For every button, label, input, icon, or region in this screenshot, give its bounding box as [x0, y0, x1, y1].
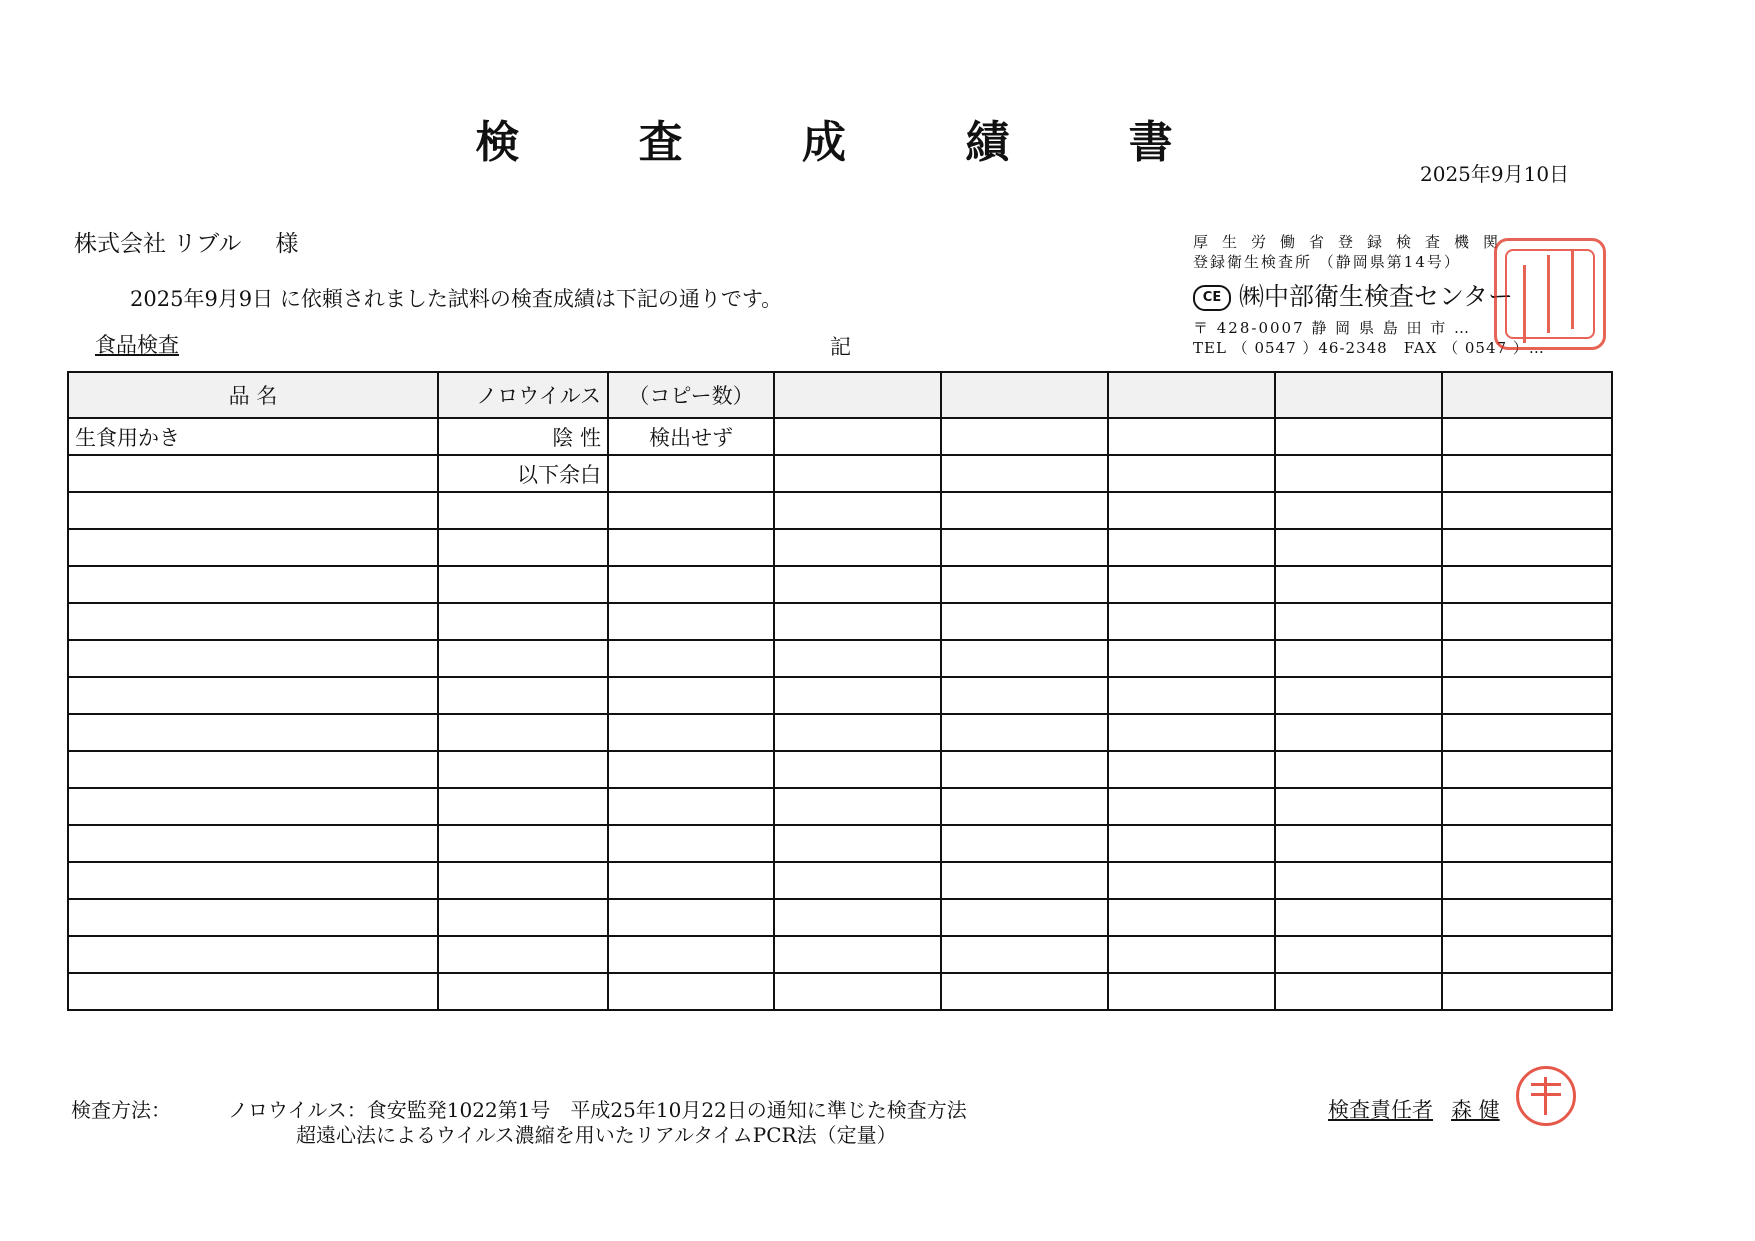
table-cell [68, 751, 438, 788]
table-cell [774, 455, 941, 492]
table-cell [1108, 825, 1275, 862]
table-cell [1275, 751, 1442, 788]
table-cell [438, 677, 608, 714]
inspector-label: 検査責任者 [1328, 1098, 1433, 1122]
table-cell [1108, 899, 1275, 936]
table-cell [941, 603, 1108, 640]
table-cell: 陰 性 [438, 418, 608, 455]
table-cell [608, 529, 774, 566]
lab-name: ㈱中部衛生検査センター [1239, 282, 1514, 311]
table-cell [68, 492, 438, 529]
table-cell [1275, 677, 1442, 714]
table-cell [608, 603, 774, 640]
table-row [68, 529, 1612, 566]
table-cell [68, 566, 438, 603]
table-cell [1275, 418, 1442, 455]
table-cell [941, 825, 1108, 862]
table-cell [941, 677, 1108, 714]
table-cell [941, 566, 1108, 603]
table-cell [1275, 899, 1442, 936]
table-cell [941, 418, 1108, 455]
document-title: 検 査 成 績 書 [475, 117, 1225, 168]
table-cell [774, 936, 941, 973]
table-cell [1442, 899, 1612, 936]
table-cell [1275, 862, 1442, 899]
recipient-name: 株式会社 リブル [74, 231, 242, 257]
lab-name-line [1193, 282, 1545, 312]
table-cell [774, 677, 941, 714]
table-cell [774, 862, 941, 899]
table-cell [1442, 677, 1612, 714]
table-row [68, 566, 1612, 603]
table-cell [1108, 714, 1275, 751]
table-cell [608, 788, 774, 825]
table-header-cell [941, 372, 1108, 418]
table-cell [1442, 603, 1612, 640]
section-label: 食品検査 [95, 333, 179, 357]
table-cell [68, 455, 438, 492]
table-cell [941, 899, 1108, 936]
lab-registration: 厚生労働省登録検査機関 [1193, 233, 1513, 251]
table-cell [1275, 603, 1442, 640]
table-cell [438, 973, 608, 1010]
table-cell [1442, 825, 1612, 862]
company-seal-icon [1494, 238, 1606, 350]
table-cell: 以下余白 [438, 455, 608, 492]
table-cell [608, 899, 774, 936]
table-cell [608, 714, 774, 751]
table-cell [1108, 640, 1275, 677]
lab-contact: TEL （ 0547 ）46-2348 FAX （ 0547 ）… [1193, 339, 1545, 357]
table-row [68, 751, 1612, 788]
recipient-honorific: 様 [275, 231, 299, 257]
table-cell [774, 603, 941, 640]
table-cell [608, 862, 774, 899]
table-cell [1275, 714, 1442, 751]
table-cell [1108, 603, 1275, 640]
table-cell [1275, 529, 1442, 566]
table-cell [68, 936, 438, 973]
table-cell [774, 418, 941, 455]
table-cell [438, 640, 608, 677]
table-cell: 検出せず [608, 418, 774, 455]
table-cell [1275, 973, 1442, 1010]
table-cell [774, 492, 941, 529]
table-row [68, 603, 1612, 640]
table-cell [1108, 862, 1275, 899]
table-cell [1442, 418, 1612, 455]
table-cell [438, 492, 608, 529]
table-cell [1108, 455, 1275, 492]
table-row [68, 899, 1612, 936]
table-header-cell: ノロウイルス [438, 372, 608, 418]
table-cell [438, 936, 608, 973]
table-header-row [68, 372, 1612, 418]
table-cell [1108, 529, 1275, 566]
lab-clinic-registration: 登録衛生検査所 （静岡県第14号） [1193, 253, 1461, 271]
table-row [68, 492, 1612, 529]
table-cell [941, 936, 1108, 973]
table-cell [438, 825, 608, 862]
table-cell [941, 973, 1108, 1010]
table-cell [1275, 825, 1442, 862]
table-cell [68, 973, 438, 1010]
results-table [67, 371, 1613, 1011]
table-cell [1108, 566, 1275, 603]
table-row [68, 677, 1612, 714]
table-cell [608, 825, 774, 862]
table-cell [68, 862, 438, 899]
table-cell [1442, 714, 1612, 751]
table-row [68, 825, 1612, 862]
table-cell [68, 714, 438, 751]
table-cell [774, 640, 941, 677]
table-cell [774, 788, 941, 825]
table-cell [68, 825, 438, 862]
table-cell [438, 566, 608, 603]
table-cell [68, 529, 438, 566]
table-cell [1275, 936, 1442, 973]
table-cell [774, 825, 941, 862]
table-cell [774, 751, 941, 788]
table-cell: 生食用かき [68, 418, 438, 455]
table-row [68, 640, 1612, 677]
table-cell [941, 640, 1108, 677]
table-cell [438, 862, 608, 899]
table-cell [1442, 529, 1612, 566]
table-cell [1108, 751, 1275, 788]
table-cell [1442, 566, 1612, 603]
table-cell [1442, 936, 1612, 973]
table-cell [438, 899, 608, 936]
table-row [68, 788, 1612, 825]
table-cell [68, 640, 438, 677]
table-cell [1442, 973, 1612, 1010]
table-cell [608, 455, 774, 492]
lab-info [1193, 232, 1545, 358]
table-cell [438, 714, 608, 751]
table-cell [1275, 640, 1442, 677]
table-cell [1442, 640, 1612, 677]
table-cell [1275, 788, 1442, 825]
table-cell [1108, 418, 1275, 455]
lab-address: 〒 428-0007 静 岡 県 島 田 市 … [1193, 319, 1472, 337]
table-row [68, 455, 1612, 492]
table-cell [68, 788, 438, 825]
table-cell [1442, 455, 1612, 492]
table-cell [1275, 566, 1442, 603]
inspector [1328, 1094, 1500, 1124]
table-header-cell [1108, 372, 1275, 418]
issue-date: 2025年9月10日 [1420, 162, 1570, 186]
table-cell [941, 788, 1108, 825]
table-body [68, 372, 1612, 1010]
table-cell [438, 603, 608, 640]
table-cell [608, 492, 774, 529]
lab-logo-icon: CE [1193, 285, 1231, 311]
table-cell [68, 677, 438, 714]
table-cell [774, 529, 941, 566]
table-header-cell: （コピー数） [608, 372, 774, 418]
table-cell [608, 566, 774, 603]
table-cell [608, 677, 774, 714]
table-cell [941, 751, 1108, 788]
method-label: 検査方法： [71, 1098, 171, 1122]
table-cell [1442, 751, 1612, 788]
table-cell [608, 751, 774, 788]
table-header-cell [1442, 372, 1612, 418]
table-cell [68, 603, 438, 640]
table-header-cell [774, 372, 941, 418]
table-cell [774, 566, 941, 603]
table-cell [774, 714, 941, 751]
table-cell [68, 899, 438, 936]
table-row [68, 936, 1612, 973]
table-cell [1108, 492, 1275, 529]
method-line-2: 超遠心法によるウイルス濃縮を用いたリアルタイムPCR法（定量） [296, 1123, 897, 1147]
table-cell [1442, 862, 1612, 899]
table-header-cell: 品 名 [68, 372, 438, 418]
table-cell [1275, 492, 1442, 529]
ki-marker: 記 [830, 335, 851, 359]
table-cell [438, 788, 608, 825]
table-cell [438, 751, 608, 788]
table-cell [608, 973, 774, 1010]
table-row [68, 418, 1612, 455]
table-cell [941, 492, 1108, 529]
inspector-name: 森 健 [1451, 1098, 1500, 1122]
method-line-1: ノロウイルス：食安監発1022第1号 平成25年10月22日の通知に準じた検査方法 [228, 1098, 967, 1122]
table-cell [941, 529, 1108, 566]
table-cell [1442, 492, 1612, 529]
table-cell [774, 899, 941, 936]
table-cell [1108, 973, 1275, 1010]
table-cell [1108, 936, 1275, 973]
table-cell [1108, 677, 1275, 714]
table-cell [941, 862, 1108, 899]
inspector-seal-icon [1516, 1066, 1576, 1126]
table-row [68, 973, 1612, 1010]
table-cell [1108, 788, 1275, 825]
table-row [68, 714, 1612, 751]
table-cell [941, 714, 1108, 751]
table-cell [1442, 788, 1612, 825]
intro-text: 2025年9月9日 に依頼されました試料の検査成績は下記の通りです。 [130, 287, 783, 311]
table-cell [608, 640, 774, 677]
table-header-cell [1275, 372, 1442, 418]
table-cell [438, 529, 608, 566]
table-cell [608, 936, 774, 973]
table-row [68, 862, 1612, 899]
table-cell [1275, 455, 1442, 492]
recipient [74, 225, 298, 258]
table-cell [941, 455, 1108, 492]
table-cell [774, 973, 941, 1010]
